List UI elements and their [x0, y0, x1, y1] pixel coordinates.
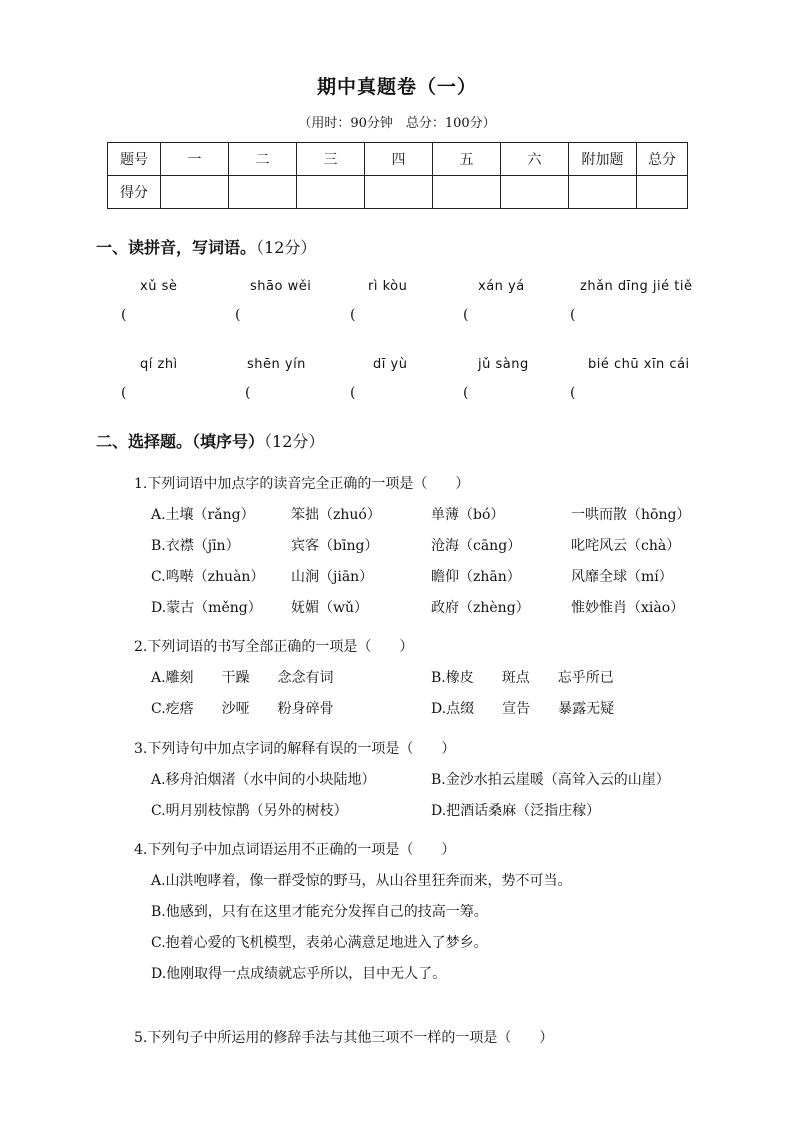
- pinyin-item: shēn yín: [247, 357, 306, 372]
- score-cell[interactable]: [637, 176, 688, 209]
- answer-blank[interactable]: (: [570, 307, 576, 323]
- score-table: [107, 142, 688, 209]
- page-subtitle: （用时：90分钟 总分：100分）: [298, 116, 496, 131]
- option-text: A.山洪咆哮着，像一群受惊的野马，从山谷里狂奔而来，势不可当。: [151, 873, 572, 889]
- score-header-cell: 四: [365, 143, 433, 176]
- answer-blank[interactable]: (: [463, 385, 469, 401]
- option-text: 山涧（jiān）: [291, 569, 374, 585]
- option-text: C.抱着心爱的飞机模型，表弟心满意足地进入了梦乡。: [151, 935, 488, 951]
- pinyin-item: zhǎn dīng jié tiě: [580, 279, 693, 294]
- answer-blank[interactable]: (: [245, 385, 251, 401]
- score-cell[interactable]: [433, 176, 501, 209]
- score-header-cell: 六: [501, 143, 569, 176]
- score-header-cell: 附加题: [569, 143, 637, 176]
- option-text: B.衣襟（jīn）: [151, 538, 240, 554]
- answer-blank[interactable]: (: [570, 385, 576, 401]
- question-stem: 1.下列词语中加点字的读音完全正确的一项是（ ）: [134, 476, 470, 492]
- option-text: A.土壤（rǎng）: [151, 507, 255, 523]
- score-cell[interactable]: [297, 176, 365, 209]
- option-text: 瞻仰（zhān）: [431, 569, 521, 585]
- option-text: 风靡全球（mí）: [571, 569, 673, 585]
- option-text: 单薄（bó）: [431, 507, 505, 523]
- pinyin-item: shāo wěi: [250, 279, 312, 294]
- score-row-label: 得分: [108, 176, 161, 209]
- option-text: 妩媚（wǔ）: [291, 600, 368, 616]
- option-text: 沧海（cāng）: [431, 538, 522, 554]
- option-text: A.移舟泊烟渚（水中间的小块陆地）: [151, 772, 376, 788]
- pinyin-item: dī yù: [373, 357, 408, 372]
- answer-blank[interactable]: (: [121, 307, 127, 323]
- option-text: D.把酒话桑麻（泛指庄稼）: [431, 803, 601, 819]
- option-text: 宾客（bīng）: [291, 538, 379, 554]
- option-text: C.明月别枝惊鹊（另外的树枝）: [151, 803, 348, 819]
- option-text: 惟妙惟肖（xiào）: [571, 600, 685, 616]
- answer-blank[interactable]: (: [463, 307, 469, 323]
- pinyin-item: xǔ sè: [140, 279, 178, 294]
- option-text: A.雕刻 干躁 念念有词: [151, 670, 334, 686]
- pinyin-item: jǔ sàng: [478, 357, 529, 372]
- page-title: 期中真题卷（一）: [316, 76, 477, 98]
- score-cell[interactable]: [569, 176, 637, 209]
- question-stem: 5.下列句子中所运用的修辞手法与其他三项不一样的一项是（ ）: [134, 1030, 554, 1046]
- score-table-score-row: [108, 176, 688, 209]
- option-text: D.点缀 宣告 暴露无疑: [431, 701, 615, 717]
- option-text: D.他刚取得一点成绩就忘乎所以，目中无人了。: [151, 966, 447, 982]
- section1-points: （12分）: [256, 238, 317, 257]
- option-text: C.疙瘩 沙哑 粉身碎骨: [151, 701, 334, 717]
- score-cell[interactable]: [229, 176, 297, 209]
- score-table-header-row: [108, 143, 688, 176]
- answer-blank[interactable]: (: [350, 307, 356, 323]
- option-text: 笨拙（zhuó）: [291, 507, 381, 523]
- question-stem: 2.下列词语的书写全部正确的一项是（ ）: [134, 639, 414, 655]
- score-header-cell: 三: [297, 143, 365, 176]
- question-stem: 4.下列句子中加点词语运用不正确的一项是（ ）: [134, 842, 456, 858]
- section1-heading-text: 一、读拼音，写词语。: [96, 238, 257, 257]
- score-cell[interactable]: [161, 176, 229, 209]
- answer-blank[interactable]: (: [350, 385, 356, 401]
- score-header-cell: 总分: [637, 143, 688, 176]
- pinyin-item: bié chū xīn cái: [588, 357, 690, 372]
- section2-points: （12分）: [264, 432, 325, 451]
- question-stem: 3.下列诗句中加点字词的解释有误的一项是（ ）: [134, 741, 456, 757]
- answer-blank[interactable]: (: [121, 385, 127, 401]
- score-cell[interactable]: [365, 176, 433, 209]
- section2-heading: [96, 429, 324, 452]
- answer-blank[interactable]: (: [235, 307, 241, 323]
- option-text: D.蒙古（měng）: [151, 600, 262, 616]
- pinyin-item: rì kòu: [368, 279, 408, 294]
- pinyin-item: xán yá: [478, 279, 525, 294]
- score-header-cell: 五: [433, 143, 501, 176]
- score-cell[interactable]: [501, 176, 569, 209]
- option-text: B.金沙水拍云崖暖（高耸入云的山崖）: [431, 772, 670, 788]
- option-text: B.橡皮 斑点 忘乎所已: [431, 670, 614, 686]
- score-header-cell: 一: [161, 143, 229, 176]
- section1-heading: [96, 235, 316, 258]
- option-text: 叱咤风云（chà）: [571, 538, 681, 554]
- section2-heading-text: 二、选择题。（填序号）: [96, 432, 265, 451]
- score-header-cell: 二: [229, 143, 297, 176]
- score-header-cell: 题号: [108, 143, 161, 176]
- pinyin-item: qí zhì: [140, 357, 178, 372]
- option-text: 一哄而散（hōng）: [571, 507, 691, 523]
- option-text: 政府（zhèng）: [431, 600, 530, 616]
- option-text: B.他感到，只有在这里才能充分发挥自己的技高一筹。: [151, 904, 488, 920]
- option-text: C.鸣啭（zhuàn）: [151, 569, 265, 585]
